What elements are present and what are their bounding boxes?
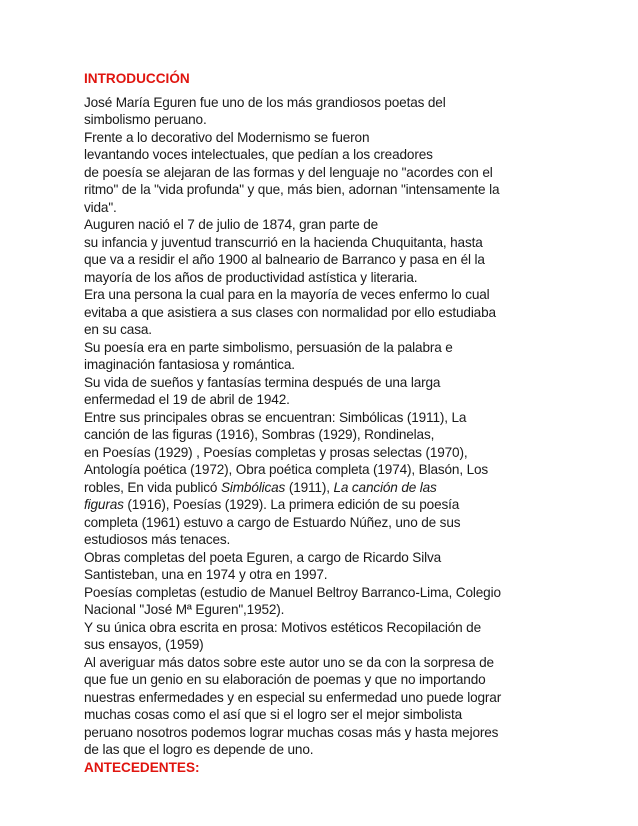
text-line: imaginación fantasiosa y romántica. (84, 357, 295, 372)
text-line: José María Eguren fue uno de los más grandiosos poetas del (84, 94, 446, 110)
text-line: en su casa. (84, 322, 152, 337)
text-line: Su poesía era en parte simbolismo, persuasión de la palabra e (84, 339, 453, 355)
text-line-robles (84, 479, 560, 497)
text-line: de las que el logro es depende de uno. (84, 742, 314, 757)
text-line: mayoría de los años de productividad astística y literaria. (84, 269, 418, 285)
text-run: (1911), (285, 479, 334, 495)
text-line: levantando voces intelectuales, que pedían a los creadores (84, 147, 433, 162)
text-line: simbolismo peruano. (84, 112, 207, 127)
text-run: (1916), Poesías (1929). La primera edición de su poesía (123, 497, 460, 512)
text-line: Su vida de sueños y fantasías termina después de una larga (84, 374, 441, 390)
book-title-figuras: figuras (84, 497, 124, 512)
text-line: ritmo" de la "vida profunda" y que, más bien, adornan "intensamente la (84, 182, 500, 197)
text-line: Antología poética (1972), Obra poética completa (1974), Blasón, Los (84, 462, 489, 477)
text-line: que va a residir el año 1900 al balneario de Barranco y pasa en él la (84, 252, 485, 267)
text-line: Y su única obra escrita en prosa: Motivos estéticos Recopilación de (84, 619, 481, 635)
text-line: nuestras enfermedades y en especial su enfermedad uno puede lograr (84, 689, 502, 705)
document-page (84, 70, 560, 776)
text-line: completa (1961) estuvo a cargo de Estuardo Núñez, uno de sus (84, 514, 461, 530)
text-line: evitaba a que asistiera a sus clases con normalidad por ello estudiaba (84, 304, 496, 320)
text-line: peruano nosotros podemos lograr muchas cosas más y hasta mejores (84, 724, 499, 740)
body-text (84, 94, 560, 759)
text-run: robles, En vida publicó (84, 479, 221, 495)
text-line: Auguren nació el 7 de julio de 1874, gran parte de (84, 217, 379, 232)
text-line: que fue un genio en su elaboración de poemas y que no importando (84, 672, 486, 687)
text-line: su infancia y juventud transcurrió en la hacienda Chuquitanta, hasta (84, 234, 483, 250)
text-line: Santisteban, una en 1974 y otra en 1997. (84, 567, 328, 582)
text-line: Poesías completas (estudio de Manuel Beltroy Barranco-Lima, Colegio (84, 584, 501, 600)
text-line: Entre sus principales obras se encuentran: Simbólicas (1911), La (84, 409, 467, 425)
text-line: Frente a lo decorativo del Modernismo se fueron (84, 129, 370, 145)
text-line: sus ensayos, (1959) (84, 637, 204, 652)
text-line: Obras completas del poeta Eguren, a cargo de Ricardo Silva (84, 549, 442, 565)
text-line: Era una persona la cual para en la mayoría de veces enfermo lo cual (84, 287, 490, 302)
text-line: muchas cosas como el así que si el logro ser el mejor simbolista (84, 707, 462, 722)
text-line-figuras (84, 496, 560, 514)
text-line: vida". (84, 199, 117, 215)
text-line: estudiosos más tenaces. (84, 532, 231, 547)
book-title-la-cancion: La canción de las (333, 479, 437, 495)
text-line: en Poesías (1929) , Poesías completas y prosas selectas (1970), (84, 444, 468, 460)
book-title-simbolicas: Simbólicas (220, 479, 286, 495)
heading-introduccion: INTRODUCCIÓN (84, 71, 190, 86)
text-line: Al averiguar más datos sobre este autor uno se da con la sorpresa de (84, 654, 494, 670)
text-line: Nacional "José Mª Eguren",1952). (84, 602, 285, 617)
text-line: canción de las figuras (1916), Sombras (1929), Rondinelas, (84, 427, 435, 442)
heading-antecedentes: ANTECEDENTES: (84, 759, 200, 775)
text-line: de poesía se alejaran de las formas y del lenguaje no "acordes con el (84, 164, 493, 180)
text-line: enfermedad el 19 de abril de 1942. (84, 392, 290, 407)
